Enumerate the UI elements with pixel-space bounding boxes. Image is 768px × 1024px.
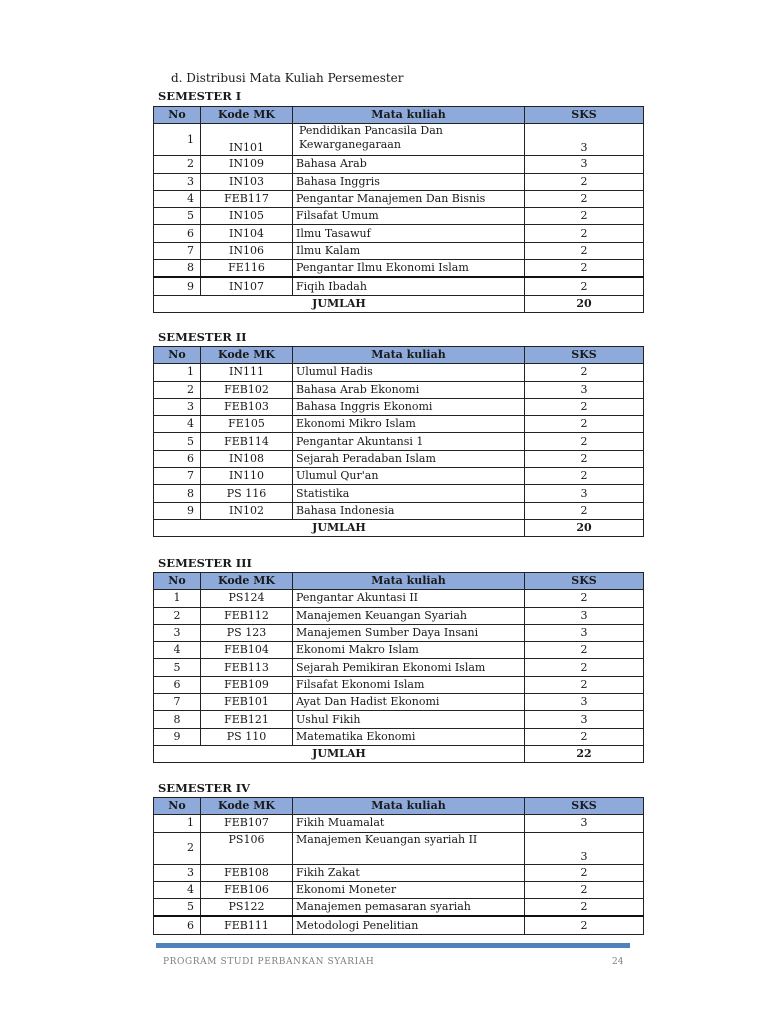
table-row xyxy=(154,156,644,173)
row-sks: 2 xyxy=(525,173,644,190)
total-row xyxy=(154,519,644,536)
col-no: No xyxy=(154,573,201,590)
table-row xyxy=(154,364,644,381)
row-nama: Pengantar Akuntansi 1 xyxy=(293,433,525,450)
row-no: 8 xyxy=(154,485,201,502)
row-no: 5 xyxy=(154,433,201,450)
row-nama: Pendidikan Pancasila Dan Kewarganegaraan xyxy=(293,124,525,156)
table-row xyxy=(154,190,644,207)
table-row xyxy=(154,864,644,881)
col-no: No xyxy=(154,798,201,815)
row-sks: 2 xyxy=(525,433,644,450)
row-kode: PS 116 xyxy=(201,485,293,502)
row-sks: 2 xyxy=(525,242,644,259)
table-row xyxy=(154,277,644,295)
row-nama: Sejarah Pemikiran Ekonomi Islam xyxy=(293,659,525,676)
row-no: 3 xyxy=(154,624,201,641)
table-row xyxy=(154,485,644,502)
footer-divider xyxy=(156,943,630,948)
row-no: 5 xyxy=(154,659,201,676)
col-no: No xyxy=(154,347,201,364)
row-sks: 3 xyxy=(525,124,644,156)
row-no: 3 xyxy=(154,173,201,190)
total-label: JUMLAH xyxy=(154,295,525,312)
row-nama: Bahasa Arab xyxy=(293,156,525,173)
col-sks: SKS xyxy=(525,107,644,124)
row-kode: IN103 xyxy=(201,173,293,190)
row-kode: PS 110 xyxy=(201,728,293,745)
row-no: 6 xyxy=(154,225,201,242)
row-sks: 3 xyxy=(525,485,644,502)
row-nama: Ilmu Kalam xyxy=(293,242,525,259)
row-kode: IN111 xyxy=(201,364,293,381)
table-row xyxy=(154,815,644,832)
row-nama: Bahasa Indonesia xyxy=(293,502,525,519)
row-kode: FEB107 xyxy=(201,815,293,832)
row-sks: 2 xyxy=(525,277,644,295)
semester-2-table xyxy=(153,346,644,537)
row-kode: IN105 xyxy=(201,208,293,225)
row-sks: 3 xyxy=(525,156,644,173)
row-kode: FE105 xyxy=(201,416,293,433)
col-no: No xyxy=(154,107,201,124)
row-sks: 2 xyxy=(525,468,644,485)
col-sks: SKS xyxy=(525,347,644,364)
row-no: 7 xyxy=(154,242,201,259)
row-kode: PS106 xyxy=(201,832,293,864)
table-row xyxy=(154,624,644,641)
row-sks: 3 xyxy=(525,711,644,728)
row-nama: Fikih Muamalat xyxy=(293,815,525,832)
row-nama: Ilmu Tasawuf xyxy=(293,225,525,242)
total-value: 20 xyxy=(525,295,644,312)
table-row xyxy=(154,590,644,607)
row-no: 9 xyxy=(154,728,201,745)
section-heading: d. Distribusi Mata Kuliah Persemester xyxy=(171,71,404,85)
table-row xyxy=(154,728,644,745)
row-kode: FEB114 xyxy=(201,433,293,450)
table-row xyxy=(154,124,644,156)
table-row xyxy=(154,711,644,728)
row-kode: FEB102 xyxy=(201,381,293,398)
row-sks: 3 xyxy=(525,832,644,864)
row-nama: Fiqih Ibadah xyxy=(293,277,525,295)
row-no: 4 xyxy=(154,416,201,433)
row-sks: 2 xyxy=(525,899,644,917)
row-kode: PS124 xyxy=(201,590,293,607)
row-no: 5 xyxy=(154,208,201,225)
row-kode: FEB113 xyxy=(201,659,293,676)
row-nama: Ekonomi Moneter xyxy=(293,881,525,898)
row-sks: 2 xyxy=(525,864,644,881)
row-nama: Bahasa Inggris Ekonomi xyxy=(293,398,525,415)
table-row xyxy=(154,899,644,917)
table-row xyxy=(154,173,644,190)
row-kode: PS 123 xyxy=(201,624,293,641)
row-kode: FEB101 xyxy=(201,694,293,711)
row-kode: IN108 xyxy=(201,450,293,467)
table-row xyxy=(154,450,644,467)
row-kode: FEB111 xyxy=(201,916,293,934)
table-row xyxy=(154,916,644,934)
row-kode: IN106 xyxy=(201,242,293,259)
row-no: 2 xyxy=(154,381,201,398)
col-kode: Kode MK xyxy=(201,107,293,124)
table-row xyxy=(154,225,644,242)
row-no: 5 xyxy=(154,899,201,917)
row-no: 7 xyxy=(154,694,201,711)
semester-4-table xyxy=(153,797,644,935)
row-kode: FEB112 xyxy=(201,607,293,624)
row-no: 8 xyxy=(154,260,201,278)
row-sks: 2 xyxy=(525,416,644,433)
row-kode: FEB121 xyxy=(201,711,293,728)
row-sks: 2 xyxy=(525,676,644,693)
row-sks: 2 xyxy=(525,398,644,415)
row-nama: Matematika Ekonomi xyxy=(293,728,525,745)
table-row xyxy=(154,468,644,485)
table-row xyxy=(154,398,644,415)
table-row xyxy=(154,676,644,693)
row-nama: Manajemen Keuangan Syariah xyxy=(293,607,525,624)
footer-page-number: 24 xyxy=(612,957,624,967)
col-nama: Mata kuliah xyxy=(293,107,525,124)
row-nama: Filsafat Umum xyxy=(293,208,525,225)
total-label: JUMLAH xyxy=(154,745,525,762)
row-nama: Ushul Fikih xyxy=(293,711,525,728)
row-nama: Pengantar Manajemen Dan Bisnis xyxy=(293,190,525,207)
semester-3-title: SEMESTER III xyxy=(158,556,252,570)
row-sks: 2 xyxy=(525,916,644,934)
total-row xyxy=(154,295,644,312)
row-kode: FEB109 xyxy=(201,676,293,693)
row-sks: 3 xyxy=(525,624,644,641)
row-sks: 3 xyxy=(525,815,644,832)
semester-3-table xyxy=(153,572,644,763)
row-no: 4 xyxy=(154,642,201,659)
table-row xyxy=(154,260,644,278)
row-kode: FEB103 xyxy=(201,398,293,415)
row-kode: FE116 xyxy=(201,260,293,278)
row-no: 1 xyxy=(154,124,201,156)
row-kode: IN104 xyxy=(201,225,293,242)
table-row xyxy=(154,642,644,659)
row-no: 6 xyxy=(154,450,201,467)
row-no: 2 xyxy=(154,832,201,864)
row-kode: FEB117 xyxy=(201,190,293,207)
row-nama: Sejarah Peradaban Islam xyxy=(293,450,525,467)
row-sks: 2 xyxy=(525,728,644,745)
row-nama: Ayat Dan Hadist Ekonomi xyxy=(293,694,525,711)
col-sks: SKS xyxy=(525,573,644,590)
total-value: 20 xyxy=(525,519,644,536)
row-sks: 2 xyxy=(525,190,644,207)
col-kode: Kode MK xyxy=(201,573,293,590)
row-sks: 2 xyxy=(525,208,644,225)
row-sks: 2 xyxy=(525,450,644,467)
row-nama: Ulumul Qur'an xyxy=(293,468,525,485)
row-sks: 2 xyxy=(525,659,644,676)
row-kode: FEB106 xyxy=(201,881,293,898)
table-row xyxy=(154,208,644,225)
table-row xyxy=(154,694,644,711)
row-kode: IN101 xyxy=(201,124,293,156)
row-nama: Statistika xyxy=(293,485,525,502)
col-nama: Mata kuliah xyxy=(293,347,525,364)
row-nama: Fikih Zakat xyxy=(293,864,525,881)
row-kode: PS122 xyxy=(201,899,293,917)
row-nama: Manajemen Sumber Daya Insani xyxy=(293,624,525,641)
row-kode: IN109 xyxy=(201,156,293,173)
row-sks: 2 xyxy=(525,364,644,381)
col-kode: Kode MK xyxy=(201,798,293,815)
table-header-row xyxy=(154,798,644,815)
row-nama: Ekonomi Mikro Islam xyxy=(293,416,525,433)
row-sks: 2 xyxy=(525,260,644,278)
row-kode: IN107 xyxy=(201,277,293,295)
row-nama: Manajemen pemasaran syariah xyxy=(293,899,525,917)
semester-1-title: SEMESTER I xyxy=(158,89,242,103)
row-nama: Bahasa Arab Ekonomi xyxy=(293,381,525,398)
row-no: 6 xyxy=(154,916,201,934)
row-sks: 3 xyxy=(525,607,644,624)
table-row xyxy=(154,502,644,519)
row-no: 1 xyxy=(154,364,201,381)
table-row xyxy=(154,659,644,676)
row-sks: 3 xyxy=(525,694,644,711)
row-no: 4 xyxy=(154,881,201,898)
row-sks: 2 xyxy=(525,590,644,607)
row-nama: Ulumul Hadis xyxy=(293,364,525,381)
table-row xyxy=(154,607,644,624)
row-no: 3 xyxy=(154,864,201,881)
semester-2-title: SEMESTER II xyxy=(158,330,247,344)
row-no: 6 xyxy=(154,676,201,693)
row-kode: IN102 xyxy=(201,502,293,519)
table-header-row xyxy=(154,107,644,124)
row-sks: 2 xyxy=(525,225,644,242)
row-no: 1 xyxy=(154,590,201,607)
row-nama: Pengantar Akuntasi II xyxy=(293,590,525,607)
row-nama: Filsafat Ekonomi Islam xyxy=(293,676,525,693)
footer-program-name: PROGRAM STUDI PERBANKAN SYARIAH xyxy=(163,957,375,967)
row-no: 2 xyxy=(154,156,201,173)
row-kode: IN110 xyxy=(201,468,293,485)
table-row xyxy=(154,881,644,898)
row-sks: 2 xyxy=(525,502,644,519)
table-header-row xyxy=(154,347,644,364)
row-no: 9 xyxy=(154,502,201,519)
col-nama: Mata kuliah xyxy=(293,573,525,590)
table-row xyxy=(154,832,644,864)
row-kode: FEB108 xyxy=(201,864,293,881)
row-no: 8 xyxy=(154,711,201,728)
row-no: 1 xyxy=(154,815,201,832)
col-kode: Kode MK xyxy=(201,347,293,364)
row-no: 9 xyxy=(154,277,201,295)
table-header-row xyxy=(154,573,644,590)
table-row xyxy=(154,242,644,259)
row-no: 3 xyxy=(154,398,201,415)
total-value: 22 xyxy=(525,745,644,762)
row-sks: 2 xyxy=(525,881,644,898)
total-row xyxy=(154,745,644,762)
row-nama: Ekonomi Makro Islam xyxy=(293,642,525,659)
semester-1-table xyxy=(153,106,644,313)
row-no: 4 xyxy=(154,190,201,207)
table-row xyxy=(154,433,644,450)
semester-4-title: SEMESTER IV xyxy=(158,781,251,795)
row-sks: 2 xyxy=(525,642,644,659)
row-no: 7 xyxy=(154,468,201,485)
table-row xyxy=(154,416,644,433)
row-kode: FEB104 xyxy=(201,642,293,659)
col-nama: Mata kuliah xyxy=(293,798,525,815)
row-nama: Bahasa Inggris xyxy=(293,173,525,190)
table-row xyxy=(154,381,644,398)
row-nama: Metodologi Penelitian xyxy=(293,916,525,934)
row-nama: Manajemen Keuangan syariah II xyxy=(293,832,525,864)
row-no: 2 xyxy=(154,607,201,624)
total-label: JUMLAH xyxy=(154,519,525,536)
col-sks: SKS xyxy=(525,798,644,815)
row-nama: Pengantar Ilmu Ekonomi Islam xyxy=(293,260,525,278)
row-sks: 3 xyxy=(525,381,644,398)
